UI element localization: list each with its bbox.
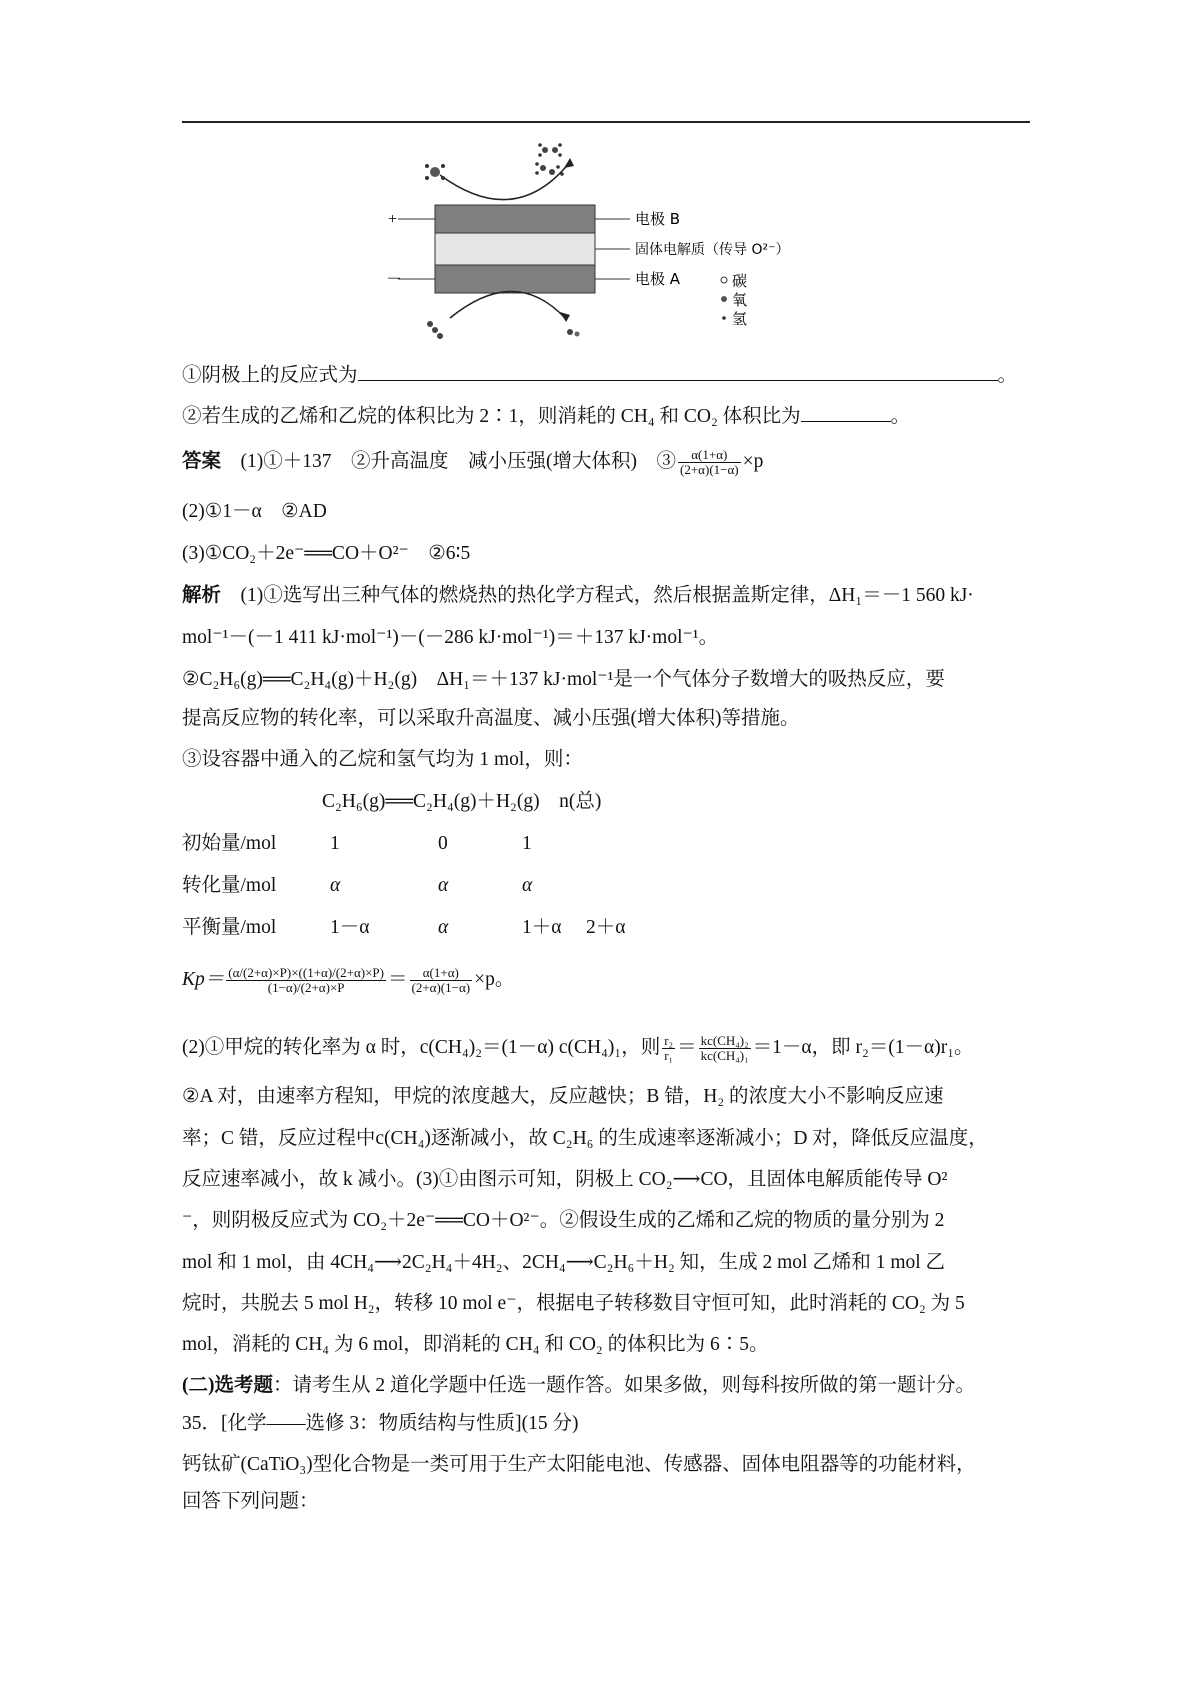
analysis-line-4: 提高反应物的转化率，可以采取升高温度、减小压强(增大体积)等措施。 xyxy=(182,708,800,729)
question-2: ②若生成的乙烯和乙烷的体积比为 2∶1，则消耗的 CH₄ 和 CO₂ 体积比为 。 xyxy=(182,403,910,429)
analysis-label: 解析 xyxy=(182,585,222,606)
analysis-line-10: ⁻，则阴极反应式为 CO₂＋2e⁻══CO＋O²⁻。②假设生成的乙烯和乙烷的物质的量分别为 2 xyxy=(182,1210,945,1231)
co-molecule-icon xyxy=(567,329,580,337)
analysis-line-6: (2)①甲烷的转化率为 α 时，c(CH₄)₂＝(1－α) c(CH₄)₁，则 $\frac{\text{r₂}}{\text{r₁}}$ ＝ $\frac{\text{kc(CH₄)₂}}{\text{kc(CH₄)₁}}$ ＝1－α，即 r₂＝(1－α)r₁。 xyxy=(182,1033,974,1063)
electrode-b xyxy=(435,205,595,233)
question-35-line-1: 钙钛矿(CaTiO₃)型化合物是一类可用于生产太阳能电池、传感器、固体电阻器等的功能材料， xyxy=(182,1454,976,1475)
minus-sign: － xyxy=(386,271,403,288)
methane-molecule-icon xyxy=(425,164,445,180)
answer-blank-1[interactable] xyxy=(358,362,998,381)
label-electrolyte: 固体电解质（传导 O²⁻） xyxy=(635,242,790,258)
analysis-line-9: 反应速率减小，故 k 减小。(3)①由图示可知，阴极上 CO₂⟶CO，且固体电解质能传导 O² xyxy=(182,1169,948,1190)
bottom-flow-arrow xyxy=(450,292,565,319)
rate-ratio-fraction: $\frac{\text{r₂}}{\text{r₁}}$ xyxy=(664,1033,674,1063)
co2-molecule-icon xyxy=(427,321,443,339)
analysis-line-13: mol，消耗的 CH₄ 为 6 mol，即消耗的 CH₄ 和 CO₂ 的体积比为 6∶5。 xyxy=(182,1334,769,1355)
analysis-line-2: mol⁻¹－(－1 411 kJ·mol⁻¹)－(－286 kJ·mol⁻¹)＝＋137 kJ·mol⁻¹。 xyxy=(182,627,719,648)
analysis-line-1: 解析 (1)①选写出三种气体的燃烧热的热化学方程式，然后根据盖斯定律，ΔH₁＝－1 560 kJ· xyxy=(182,585,974,606)
label-electrode-a: 电极 A xyxy=(635,270,681,288)
legend-hydrogen: 氢 xyxy=(732,310,748,328)
plus-sign: + xyxy=(388,211,398,228)
electrolysis-cell-diagram xyxy=(380,140,820,340)
analysis-line-12: 烷时，共脱去 5 mol H₂，转移 10 mol e⁻，根据电子转移数目守恒可知，此时消耗的 CO₂ 为 5 xyxy=(182,1293,965,1314)
concentration-ratio-fraction: $\frac{\text{kc(CH₄)₂}}{\text{kc(CH₄)₁}}$ xyxy=(700,1033,749,1063)
reaction-table-header: C₂H₆(g)══C₂H₄(g)＋H₂(g) n(总) xyxy=(322,791,602,812)
analysis-line-3: ②C₂H₆(g)══C₂H₄(g)＋H₂(g) ΔH₁＝＋137 kJ·mol⁻¹是一个气体分子数增大的吸热反应，要 xyxy=(182,669,945,690)
products-molecules-icon xyxy=(535,143,564,176)
answer-line-3: (3)①CO₂＋2e⁻══CO＋O²⁻ ②6∶5 xyxy=(182,543,471,564)
kp-expression: Kp＝ $\frac{(\alpha/(2+\alpha)\times P)\times((1+\alpha)/(2+\alpha)\times P)}{(1-\alpha)/(2+\alpha)\times P}$ ＝ $\frac{\alpha(1+\alpha)}{(2+\alpha)(1-\alpha)}$ ×p。 xyxy=(182,965,515,995)
analysis-line-5: ③设容器中通入的乙烷和氢气均为 1 mol，则： xyxy=(182,749,583,770)
analysis-line-11: mol 和 1 mol，由 4CH₄⟶2C₂H₄＋4H₂、2CH₄⟶C₂H₆＋H₂ 知，生成 2 mol 乙烯和 1 mol 乙 xyxy=(182,1252,946,1273)
top-rule xyxy=(182,121,1030,123)
answer-fraction: $\frac{\alpha(1+\alpha)}{(2+\alpha)(1-\alpha)}$ xyxy=(680,447,739,477)
question-1: ①阴极上的反应式为 。 xyxy=(182,362,1017,388)
label-electrode-b: 电极 B xyxy=(635,210,681,228)
legend-oxygen: 氧 xyxy=(732,291,748,309)
kp-fraction-right: $\frac{\alpha(1+\alpha)}{(2+\alpha)(1-\alpha)}$ xyxy=(411,965,471,995)
analysis-line-8: 率；C 错，反应过程中c(CH₄)逐渐减小，故 C₂H₆ 的生成速率逐渐减小；D 对，降低反应温度， xyxy=(182,1128,988,1149)
legend-carbon: 碳 xyxy=(732,272,748,290)
section-heading: (二)选考题：请考生从 2 道化学题中任选一题作答。如果多做，则每科按所做的第一题计分。 xyxy=(182,1375,976,1396)
electrode-a xyxy=(435,265,595,293)
question-35-line-2: 回答下列问题： xyxy=(182,1491,319,1512)
answer-line-1: 答案 (1)①＋137 ②升高温度 减小压强(增大体积) ③ $\frac{\alpha(1+\alpha)}{(2+\alpha)(1-\alpha)}$ ×p xyxy=(182,447,764,477)
solid-electrolyte xyxy=(435,233,595,265)
kp-fraction-left: $\frac{(\alpha/(2+\alpha)\times P)\times((1+\alpha)/(2+\alpha)\times P)}{(1-\alpha)/(2+\alpha)\times P}$ xyxy=(228,965,384,995)
analysis-line-7: ②A 对，由速率方程知，甲烷的浓度越大，反应越快；B 错，H₂ 的浓度大小不影响反应速 xyxy=(182,1086,944,1107)
answer-label: 答案 xyxy=(182,450,222,472)
question-35-title: 35．[化学——选修 3：物质结构与性质](15 分) xyxy=(182,1413,579,1434)
top-flow-arrow xyxy=(440,162,570,200)
answer-line-2: (2)①1－α ②AD xyxy=(182,501,327,522)
answer-blank-2[interactable] xyxy=(801,403,891,422)
